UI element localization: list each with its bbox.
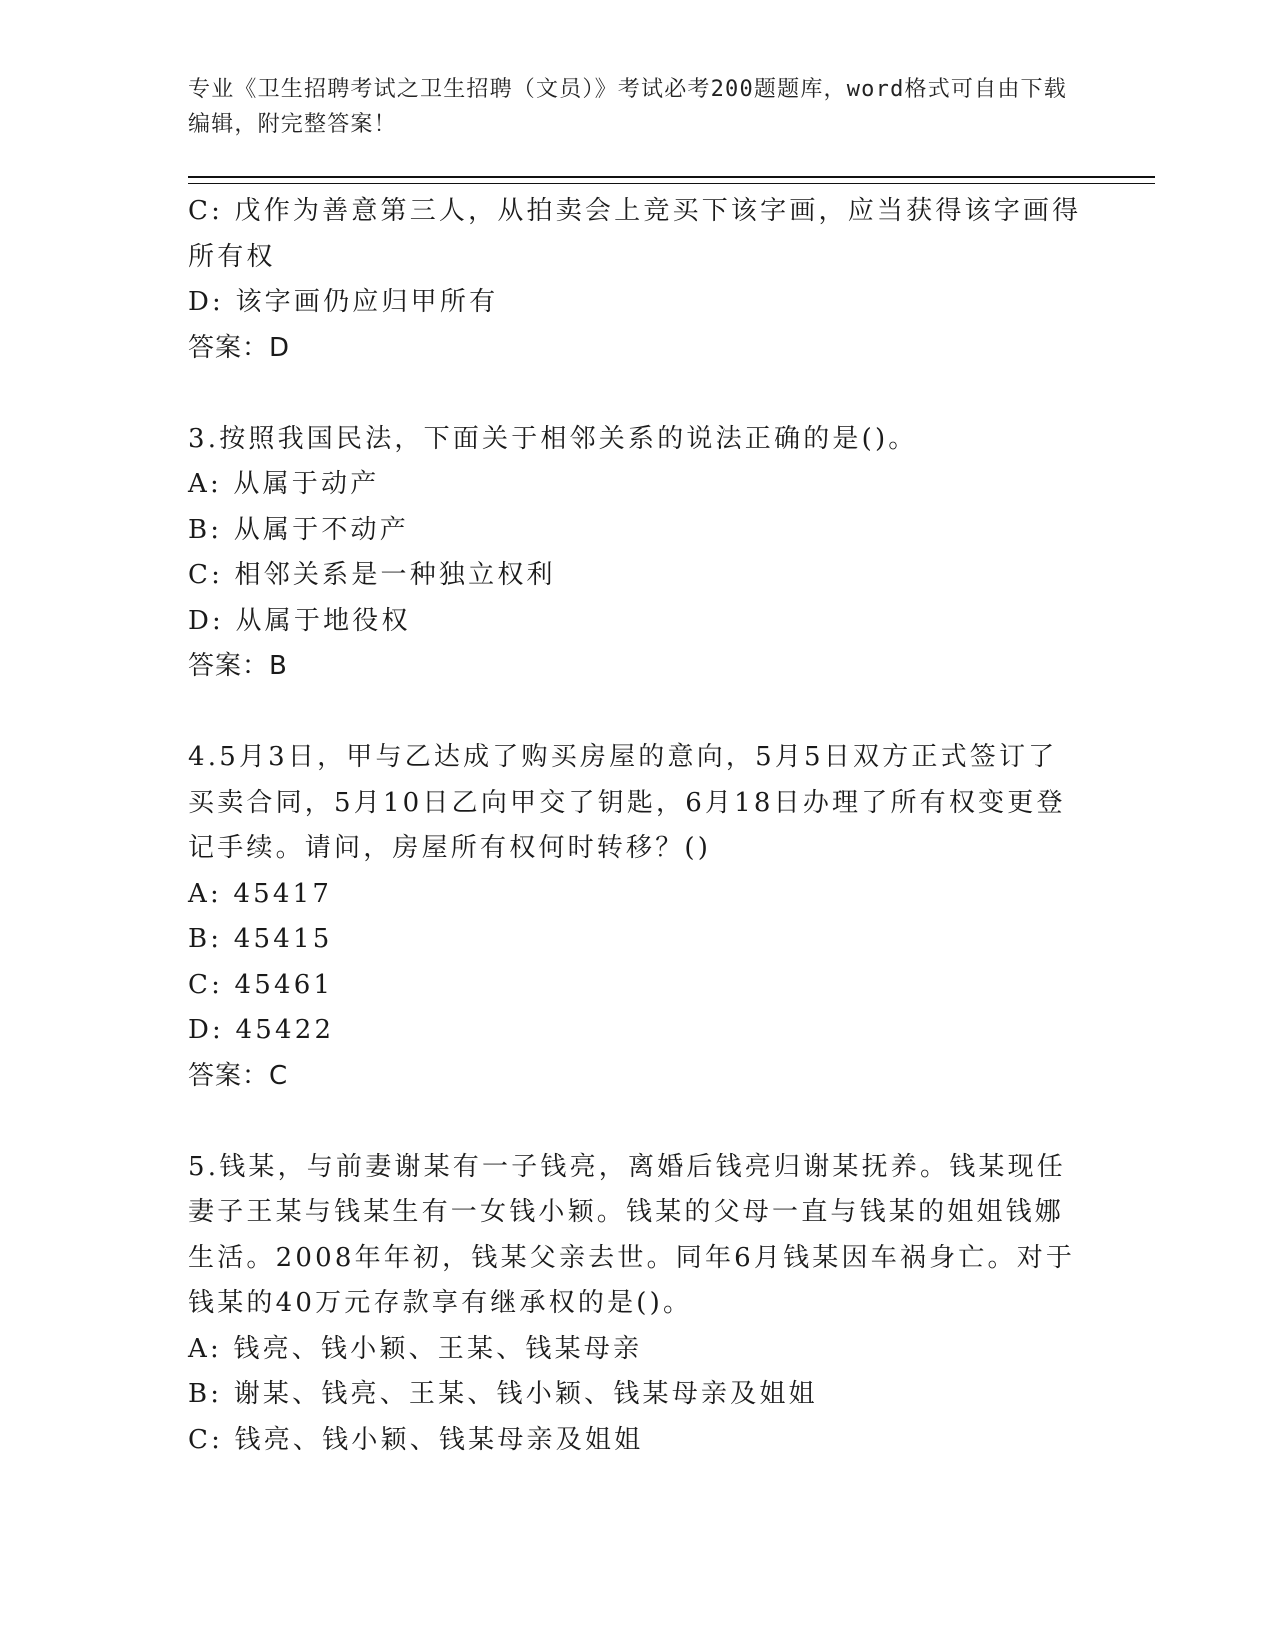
- option-b: B: 45415: [188, 924, 333, 954]
- question-text-line: 妻子王某与钱某生有一女钱小颖。钱某的父母一直与钱某的姐姐钱娜: [188, 1197, 1065, 1227]
- option-a: A: 45417: [188, 878, 333, 909]
- question-3: [188, 417, 1088, 690]
- answer-label: 答案：B: [188, 651, 288, 681]
- spacer: [188, 371, 1088, 417]
- document-header-title: 专业《卫生招聘考试之卫生招聘（文员）》考试必考200题题库，word格式可自由下载编辑，附完整答案！: [188, 77, 1067, 137]
- option-b: B: 谢某、钱亮、王某、钱小颖、钱某母亲及姐姐: [188, 1379, 818, 1409]
- option-d: D: 45422: [188, 1015, 335, 1045]
- answer-label: 答案：C: [188, 1060, 289, 1091]
- spacer: [188, 690, 1088, 736]
- question-text-line: 4.5月3日，甲与乙达成了购买房屋的意向，5月5日双方正式签订了: [188, 742, 1058, 772]
- option-c: C: 戊作为善意第三人，从拍卖会上竞买下该字画，应当获得该字画得: [188, 196, 1082, 226]
- answer-label: 答案：D: [188, 332, 291, 363]
- question-2-tail: [188, 189, 1088, 371]
- option-d: D: 该字画仍应归甲所有: [188, 287, 499, 317]
- question-text-line: 钱某的40万元存款享有继承权的是()。: [188, 1288, 693, 1318]
- option-c: C: 45461: [188, 969, 334, 1000]
- spacer: [188, 1099, 1088, 1145]
- question-text-line: 5.钱某，与前妻谢某有一子钱亮，离婚后钱亮归谢某抚养。钱某现任: [188, 1151, 1067, 1182]
- option-a: A: 钱亮、钱小颖、王某、钱某母亲: [188, 1333, 643, 1364]
- option-c: C: 钱亮、钱小颖、钱某母亲及姐姐: [188, 1424, 644, 1455]
- question-4: [188, 735, 1088, 1099]
- option-b: B: 从属于不动产: [188, 514, 409, 545]
- question-text-line: 生活。2008年年初，钱某父亲去世。同年6月钱某因车祸身亡。对于: [188, 1242, 1076, 1273]
- header-divider-thin: [188, 183, 1155, 184]
- option-c: C: 相邻关系是一种独立权利: [188, 560, 556, 590]
- option-c-continuation: 所有权: [188, 241, 276, 272]
- document-body: [188, 189, 1088, 1463]
- option-a: A: 从属于动产: [188, 469, 380, 499]
- question-text-line: 买卖合同，5月10日乙向甲交了钥匙，6月18日办理了所有权变更登: [188, 787, 1066, 818]
- option-d: D: 从属于地役权: [188, 605, 411, 636]
- header-divider-thick: [188, 176, 1155, 178]
- question-5: [188, 1145, 1088, 1464]
- question-text: 3.按照我国民法，下面关于相邻关系的说法正确的是()。: [188, 423, 918, 454]
- question-text-line: 记手续。请问，房屋所有权何时转移？(): [188, 833, 712, 863]
